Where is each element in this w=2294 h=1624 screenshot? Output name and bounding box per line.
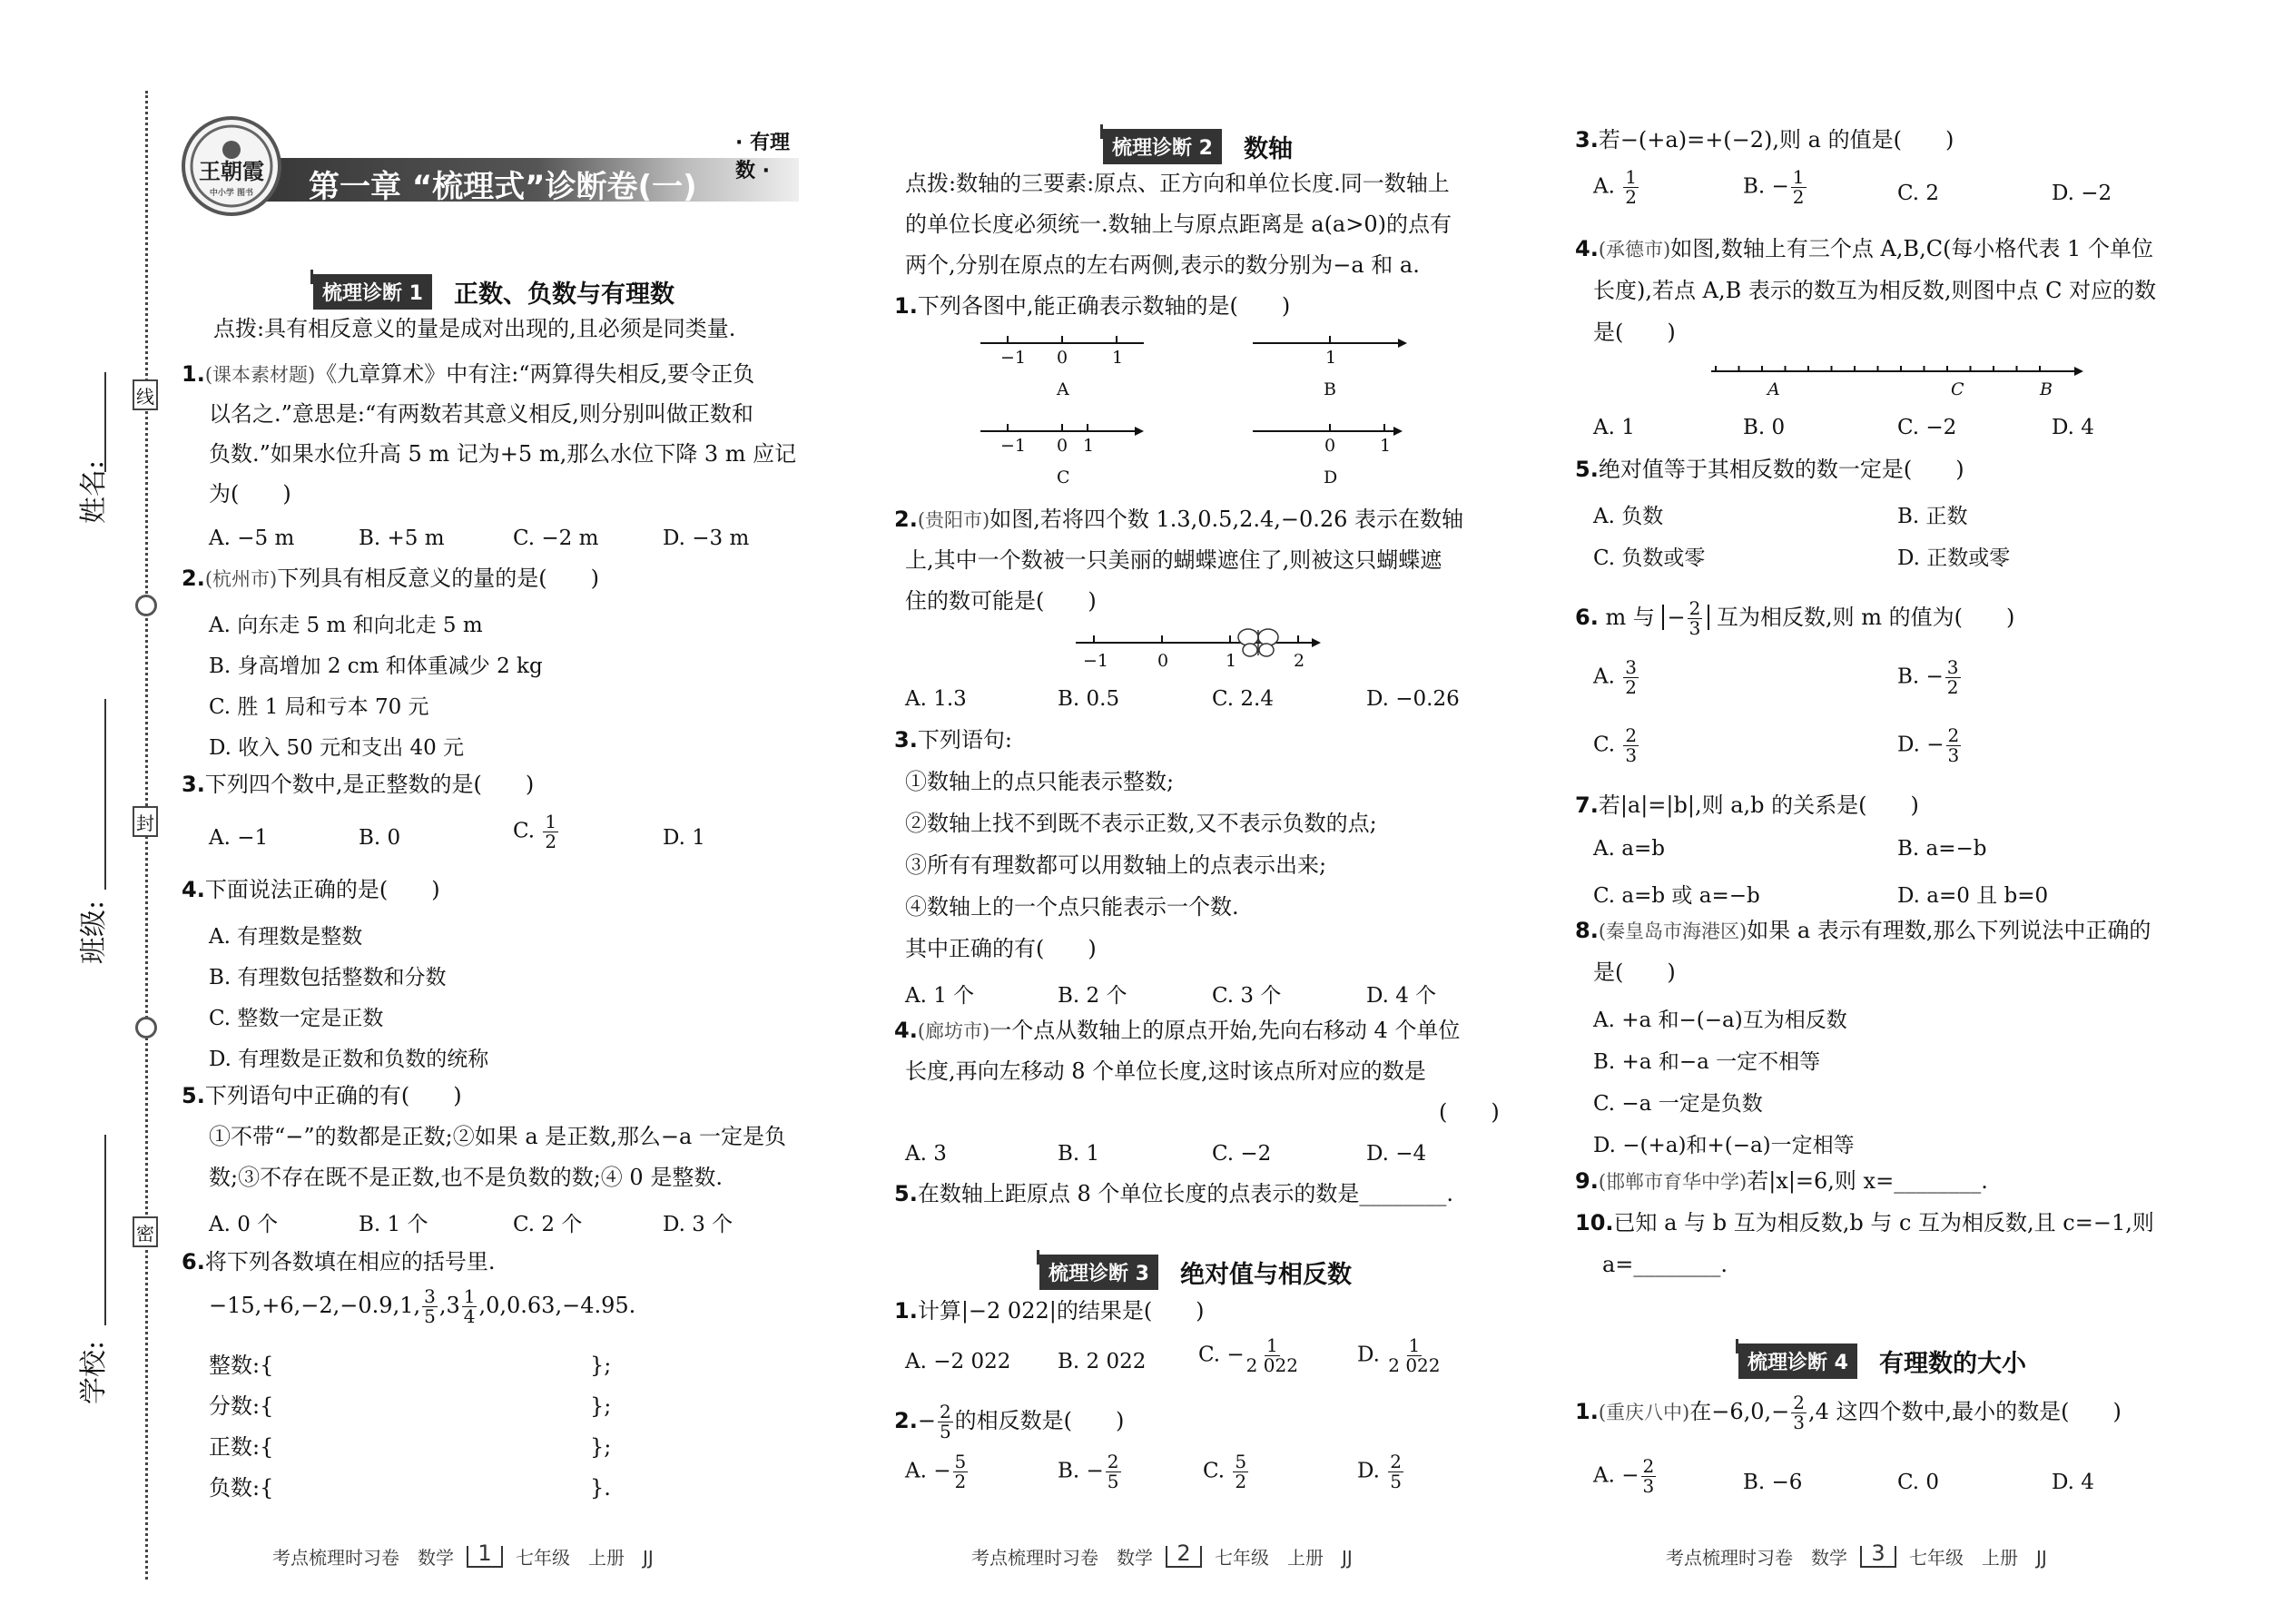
option[interactable]: C. 3 个 (1212, 984, 1282, 1008)
section-3-header (1039, 1255, 1352, 1290)
option[interactable]: C. 2 (1897, 182, 1940, 205)
option[interactable]: C. $\frac{1}{2}$ (513, 811, 557, 852)
tick-label: 0 (1157, 651, 1169, 671)
option[interactable]: A. 有理数是整数 (209, 925, 363, 949)
point-label: A (1767, 379, 1780, 399)
option[interactable]: D. 1 (663, 826, 705, 850)
option[interactable]: C. 2 个 (513, 1213, 583, 1236)
page-footer: 考点梳理时习卷 数学 1 七年级 上册 JJ (272, 1540, 654, 1569)
option[interactable]: A. − $\frac{2}{3}$ (1593, 1455, 1655, 1497)
section-4-header (1738, 1343, 2026, 1379)
question-3: 3.若−(+a)=+(−2),则 a 的值是( ) (1575, 127, 1954, 153)
option[interactable]: C. 0 (1897, 1471, 1940, 1494)
binding-hole (135, 1017, 157, 1038)
section-title: 绝对值与相反数 (1179, 1261, 1352, 1289)
tick-label: 0 (1057, 348, 1068, 368)
tick-label: −1 (1000, 348, 1027, 368)
option[interactable]: D. − $\frac{2}{3}$ (1897, 724, 1960, 766)
question-1: 1.(课本素材题)《九章算术》中有注:“两算得失相反,要令正负 (182, 361, 755, 387)
question-7: 7.若|a|=|b|,则 a,b 的关系是( ) (1575, 792, 1919, 818)
question-text: 长度),若点 A,B 表示的数互为相反数,则图中点 C 对应的数 (1593, 278, 2157, 303)
option[interactable]: B. +5 m (359, 527, 445, 550)
option[interactable]: A. 0 个 (209, 1213, 279, 1236)
option[interactable]: A. 向东走 5 m 和向北走 5 m (209, 614, 483, 637)
tick-label: −1 (1083, 651, 1109, 671)
option[interactable]: A. a=b (1593, 837, 1665, 861)
class-label: 班级: (78, 900, 110, 964)
answer-blank[interactable]: a=________. (1602, 1252, 1728, 1277)
option[interactable]: D. 正数或零 (1897, 546, 2011, 570)
option[interactable]: C. − $\frac{1}{2 022}$ (1198, 1334, 1298, 1376)
question-6: 6. m 与 − $\frac{2}{3}$ 互为相反数,则 m 的值为( ) (1575, 597, 2015, 639)
section-tag: 梳理诊断 2 (1103, 129, 1222, 164)
option[interactable]: D. 收入 50 元和支出 40 元 (209, 736, 465, 760)
tip-text: 点拨:具有相反意义的量是成对出现的,且必须是同类量. (213, 316, 736, 341)
option[interactable]: B. 正数 (1897, 505, 1968, 528)
option[interactable]: C. $\frac{5}{2}$ (1203, 1451, 1247, 1492)
s4-question-1: 1.(重庆八中)在−6,0,− $\frac{2}{3}$ ,4 这四个数中,最小的数是( ) (1575, 1392, 2122, 1433)
svg-text:王朝霞: 王朝霞 (199, 158, 264, 184)
name-label: 姓名: (78, 459, 110, 524)
option[interactable]: D. −4 (1366, 1142, 1427, 1166)
point-label: B (2040, 379, 2053, 399)
figure-label: D (1324, 468, 1338, 487)
tip-text: 的单位长度必须统一.数轴上与原点距离是 a(a>0)的点有 (905, 212, 1452, 237)
option[interactable]: A. − $\frac{5}{2}$ (905, 1451, 967, 1492)
option[interactable]: B. a=−b (1897, 837, 1987, 861)
option[interactable]: C. a=b 或 a=−b (1593, 884, 1760, 908)
question-8: 8.(秦皇岛市海港区)如果 a 表示有理数,那么下列说法中正确的 (1575, 918, 2151, 943)
question-3: 3.下列语句: (894, 727, 1012, 753)
option[interactable]: D. 3 个 (663, 1213, 733, 1236)
question-9: 9.(邯郸市育华中学)若|x|=6,则 x=________. (1575, 1168, 1988, 1194)
option[interactable]: D. 4 个 (1366, 984, 1437, 1008)
option[interactable]: A. 1 (1593, 416, 1635, 439)
s3-question-1: 1.计算|−2 022|的结果是( ) (894, 1298, 1205, 1324)
option[interactable]: D. $\frac{1}{2 022}$ (1357, 1334, 1441, 1376)
section-1-header (313, 274, 674, 310)
number-line-options-figure (980, 327, 1452, 499)
tip-text: 点拨:数轴的三要素:原点、正方向和单位长度.同一数轴上 (905, 171, 1450, 196)
question-text: 长度,再向左移动 8 个单位长度,这时该点所对应的数是 (905, 1058, 1426, 1084)
butterfly-number-line (1076, 626, 1330, 672)
bracket-end: }; (590, 1434, 612, 1460)
tick-label: 0 (1057, 436, 1068, 456)
tip-text: 两个,分别在原点的左右两侧,表示的数分别为−a 和 a. (905, 252, 1420, 278)
tick-label: 1 (1380, 436, 1392, 456)
option[interactable]: A. $\frac{1}{2}$ (1593, 166, 1637, 208)
option[interactable]: C. 整数一定是正数 (209, 1007, 384, 1030)
question-text: 上,其中一个数被一只美丽的蝴蝶遮住了,则被这只蝴蝶遮 (905, 547, 1442, 573)
option[interactable]: B. 1 (1058, 1142, 1100, 1166)
figure-label: A (1057, 379, 1069, 399)
option[interactable]: A. +a 和−(−a)互为相反数 (1593, 1009, 1847, 1032)
question-text: 其中正确的有( ) (905, 936, 1097, 961)
binding-margin (0, 0, 182, 1624)
option[interactable]: B. 0 (1743, 416, 1786, 439)
abc-number-line (1711, 359, 2092, 404)
question-3: 3.下列四个数中,是正整数的是( ) (182, 772, 535, 797)
number-list: −15,+6,−2,−0.9,1, $\frac{3}{5}$ ,3 $\frac{1}{4}$ ,0,0.63,−4.95. (209, 1285, 636, 1327)
figure-label: B (1324, 379, 1336, 399)
page-title: 第一章 “梳理式”诊断卷(一) (309, 169, 697, 205)
question-text: 是( ) (1593, 320, 1676, 345)
question-text: 以名之.”意思是:“有两数若其意义相反,则分别叫做正数和 (209, 401, 753, 427)
option[interactable]: B. 身高增加 2 cm 和体重减少 2 kg (209, 655, 543, 678)
option[interactable]: D. −3 m (663, 527, 750, 550)
question-4: 4.(廊坊市)一个点从数轴上的原点开始,先向右移动 4 个单位 (894, 1018, 1461, 1043)
option[interactable]: C. 负数或零 (1593, 546, 1706, 570)
section-tag: 梳理诊断 1 (313, 274, 432, 310)
option[interactable]: A. 1.3 (905, 687, 967, 711)
question-4: 4.(承德市)如图,数轴上有三个点 A,B,C(每小格代表 1 个单位 (1575, 236, 2153, 261)
tick-label: 2 (1294, 651, 1305, 671)
school-label: 学校: (78, 1340, 110, 1404)
tick-label: 1 (1226, 651, 1237, 671)
bracket-end: }; (590, 1353, 612, 1378)
question-text: 住的数可能是( ) (905, 588, 1097, 614)
option[interactable]: D. a=0 且 b=0 (1897, 884, 2049, 908)
binding-hole (135, 595, 157, 616)
statement: ③所有有理数都可以用数轴上的点表示出来; (905, 852, 1327, 878)
bracket-end: }; (590, 1393, 612, 1419)
option[interactable]: A. 负数 (1593, 505, 1664, 528)
option[interactable]: D. −(+a)和+(−a)一定相等 (1593, 1134, 1855, 1157)
statement: ④数轴上的一个点只能表示一个数. (905, 894, 1239, 920)
tick-label: −1 (1000, 436, 1027, 456)
statement: ②数轴上找不到既不表示正数,又不表示负数的点; (905, 811, 1377, 836)
option[interactable]: D. 有理数是正数和负数的统称 (209, 1048, 489, 1071)
section-2-header (1103, 129, 1293, 164)
page-number: 2 (1166, 1546, 1202, 1568)
option[interactable]: C. $\frac{2}{3}$ (1593, 724, 1638, 766)
option[interactable]: A. 1 个 (905, 984, 975, 1008)
svg-text:中小学 图书: 中小学 图书 (209, 189, 254, 198)
option[interactable]: A. −2 022 (905, 1350, 1011, 1373)
question-text: 为( ) (209, 481, 291, 507)
section-title: 数轴 (1243, 135, 1293, 163)
section-title: 有理数的大小 (1878, 1350, 2026, 1378)
tick-label: 0 (1324, 436, 1336, 456)
option[interactable]: C. −2 (1897, 416, 1957, 439)
positive-bracket[interactable]: 正数:{ (209, 1434, 274, 1460)
class-fill-line (104, 699, 106, 890)
page-number: 3 (1860, 1546, 1896, 1568)
butterfly-icon (1238, 629, 1278, 656)
question-5: 5.在数轴上距原点 8 个单位长度的点表示的数是________. (894, 1181, 1453, 1206)
option[interactable]: D. 4 (2052, 1471, 2094, 1494)
option[interactable]: B. 2 个 (1058, 984, 1127, 1008)
option[interactable]: D. −0.26 (1366, 687, 1460, 711)
option[interactable]: D. −2 (2052, 182, 2112, 205)
answer-paren: ( ) (1439, 1099, 1500, 1125)
fraction-bracket[interactable]: 分数:{ (209, 1393, 274, 1419)
binding-mark-xian: 线 (133, 379, 158, 410)
page-2 (894, 0, 1530, 1624)
tick-label: 1 (1112, 348, 1124, 368)
statement: ①数轴上的点只能表示整数; (905, 769, 1175, 794)
question-2: 2.(杭州市)下列具有相反意义的量的是( ) (182, 566, 599, 591)
option[interactable]: A. −5 m (209, 527, 295, 550)
question-2: 2.(贵阳市)如图,若将四个数 1.3,0.5,2.4,−0.26 表示在数轴 (894, 507, 1464, 532)
option[interactable]: C. 胜 1 局和亏本 70 元 (209, 695, 429, 719)
question-5: 5.下列语句中正确的有( ) (182, 1083, 462, 1108)
option[interactable]: B. 2 022 (1058, 1350, 1147, 1373)
option[interactable]: C. −2 (1212, 1142, 1272, 1166)
section-tag: 梳理诊断 3 (1039, 1255, 1158, 1290)
tick-label: 1 (1083, 436, 1095, 456)
question-6: 6.将下列各数填在相应的括号里. (182, 1249, 496, 1275)
page-3 (1575, 0, 2238, 1624)
section-tag: 梳理诊断 4 (1738, 1343, 1857, 1379)
page-number: 1 (467, 1546, 503, 1568)
option[interactable]: D. $\frac{2}{5}$ (1357, 1451, 1402, 1492)
option[interactable]: A. −1 (209, 826, 269, 850)
option[interactable]: B. 0 (359, 826, 401, 850)
bracket-end: }. (590, 1475, 611, 1501)
option[interactable]: B. 有理数包括整数和分数 (209, 966, 447, 989)
question-5: 5.绝对值等于其相反数的数一定是( ) (1575, 457, 1964, 482)
option[interactable]: B. −6 (1743, 1471, 1803, 1494)
option[interactable]: B. 0.5 (1058, 687, 1120, 711)
option[interactable]: C. −a 一定是负数 (1593, 1092, 1763, 1116)
question-10: 10.已知 a 与 b 互为相反数,b 与 c 互为相反数,且 c=−1,则 (1575, 1210, 2154, 1235)
question-text: 负数.”如果水位升高 5 m 记为+5 m,那么水位下降 3 m 应记 (209, 441, 797, 467)
tick-label: 1 (1325, 348, 1337, 368)
binding-mark-mi: 密 (133, 1216, 158, 1247)
page-footer: 考点梳理时习卷 数学 3 七年级 上册 JJ (1666, 1540, 2047, 1569)
school-fill-line (104, 1135, 106, 1325)
section-title: 正数、负数与有理数 (453, 281, 674, 309)
integer-bracket[interactable]: 整数:{ (209, 1353, 274, 1378)
option[interactable]: A. 3 (905, 1142, 947, 1166)
option[interactable]: C. 2.4 (1212, 687, 1274, 711)
option[interactable]: D. 4 (2052, 416, 2094, 439)
point-label: C (1951, 379, 1964, 399)
negative-bracket[interactable]: 负数:{ (209, 1475, 274, 1501)
question-text: ①不带“−”的数都是正数;②如果 a 是正数,那么−a 一定是负 (209, 1124, 786, 1149)
option[interactable]: B. +a 和−a 一定不相等 (1593, 1050, 1821, 1074)
question-4: 4.下面说法正确的是( ) (182, 877, 440, 902)
question-text: 数;③不存在既不是正数,也不是负数的数;④ 0 是整数. (209, 1165, 723, 1190)
option[interactable]: B. 1 个 (359, 1213, 428, 1236)
page-footer: 考点梳理时习卷 数学 2 七年级 上册 JJ (971, 1540, 1353, 1569)
option[interactable]: A. $\frac{3}{2}$ (1593, 656, 1637, 698)
option[interactable]: B. − $\frac{2}{5}$ (1058, 1451, 1119, 1492)
name-fill-line (104, 372, 106, 472)
page-1 (177, 0, 831, 1624)
option[interactable]: B. − $\frac{3}{2}$ (1897, 656, 1959, 698)
binding-mark-feng: 封 (133, 806, 158, 837)
option[interactable]: C. −2 m (513, 527, 599, 550)
figure-label: C (1057, 468, 1070, 487)
topic-label: · 有理数 · (735, 132, 791, 182)
question-text: 是( ) (1593, 960, 1676, 985)
s3-question-2: 2.− $\frac{2}{5}$ 的相反数是( ) (894, 1401, 1125, 1442)
question-1: 1.下列各图中,能正确表示数轴的是( ) (894, 293, 1291, 319)
option[interactable]: B. − $\frac{1}{2}$ (1743, 166, 1805, 208)
